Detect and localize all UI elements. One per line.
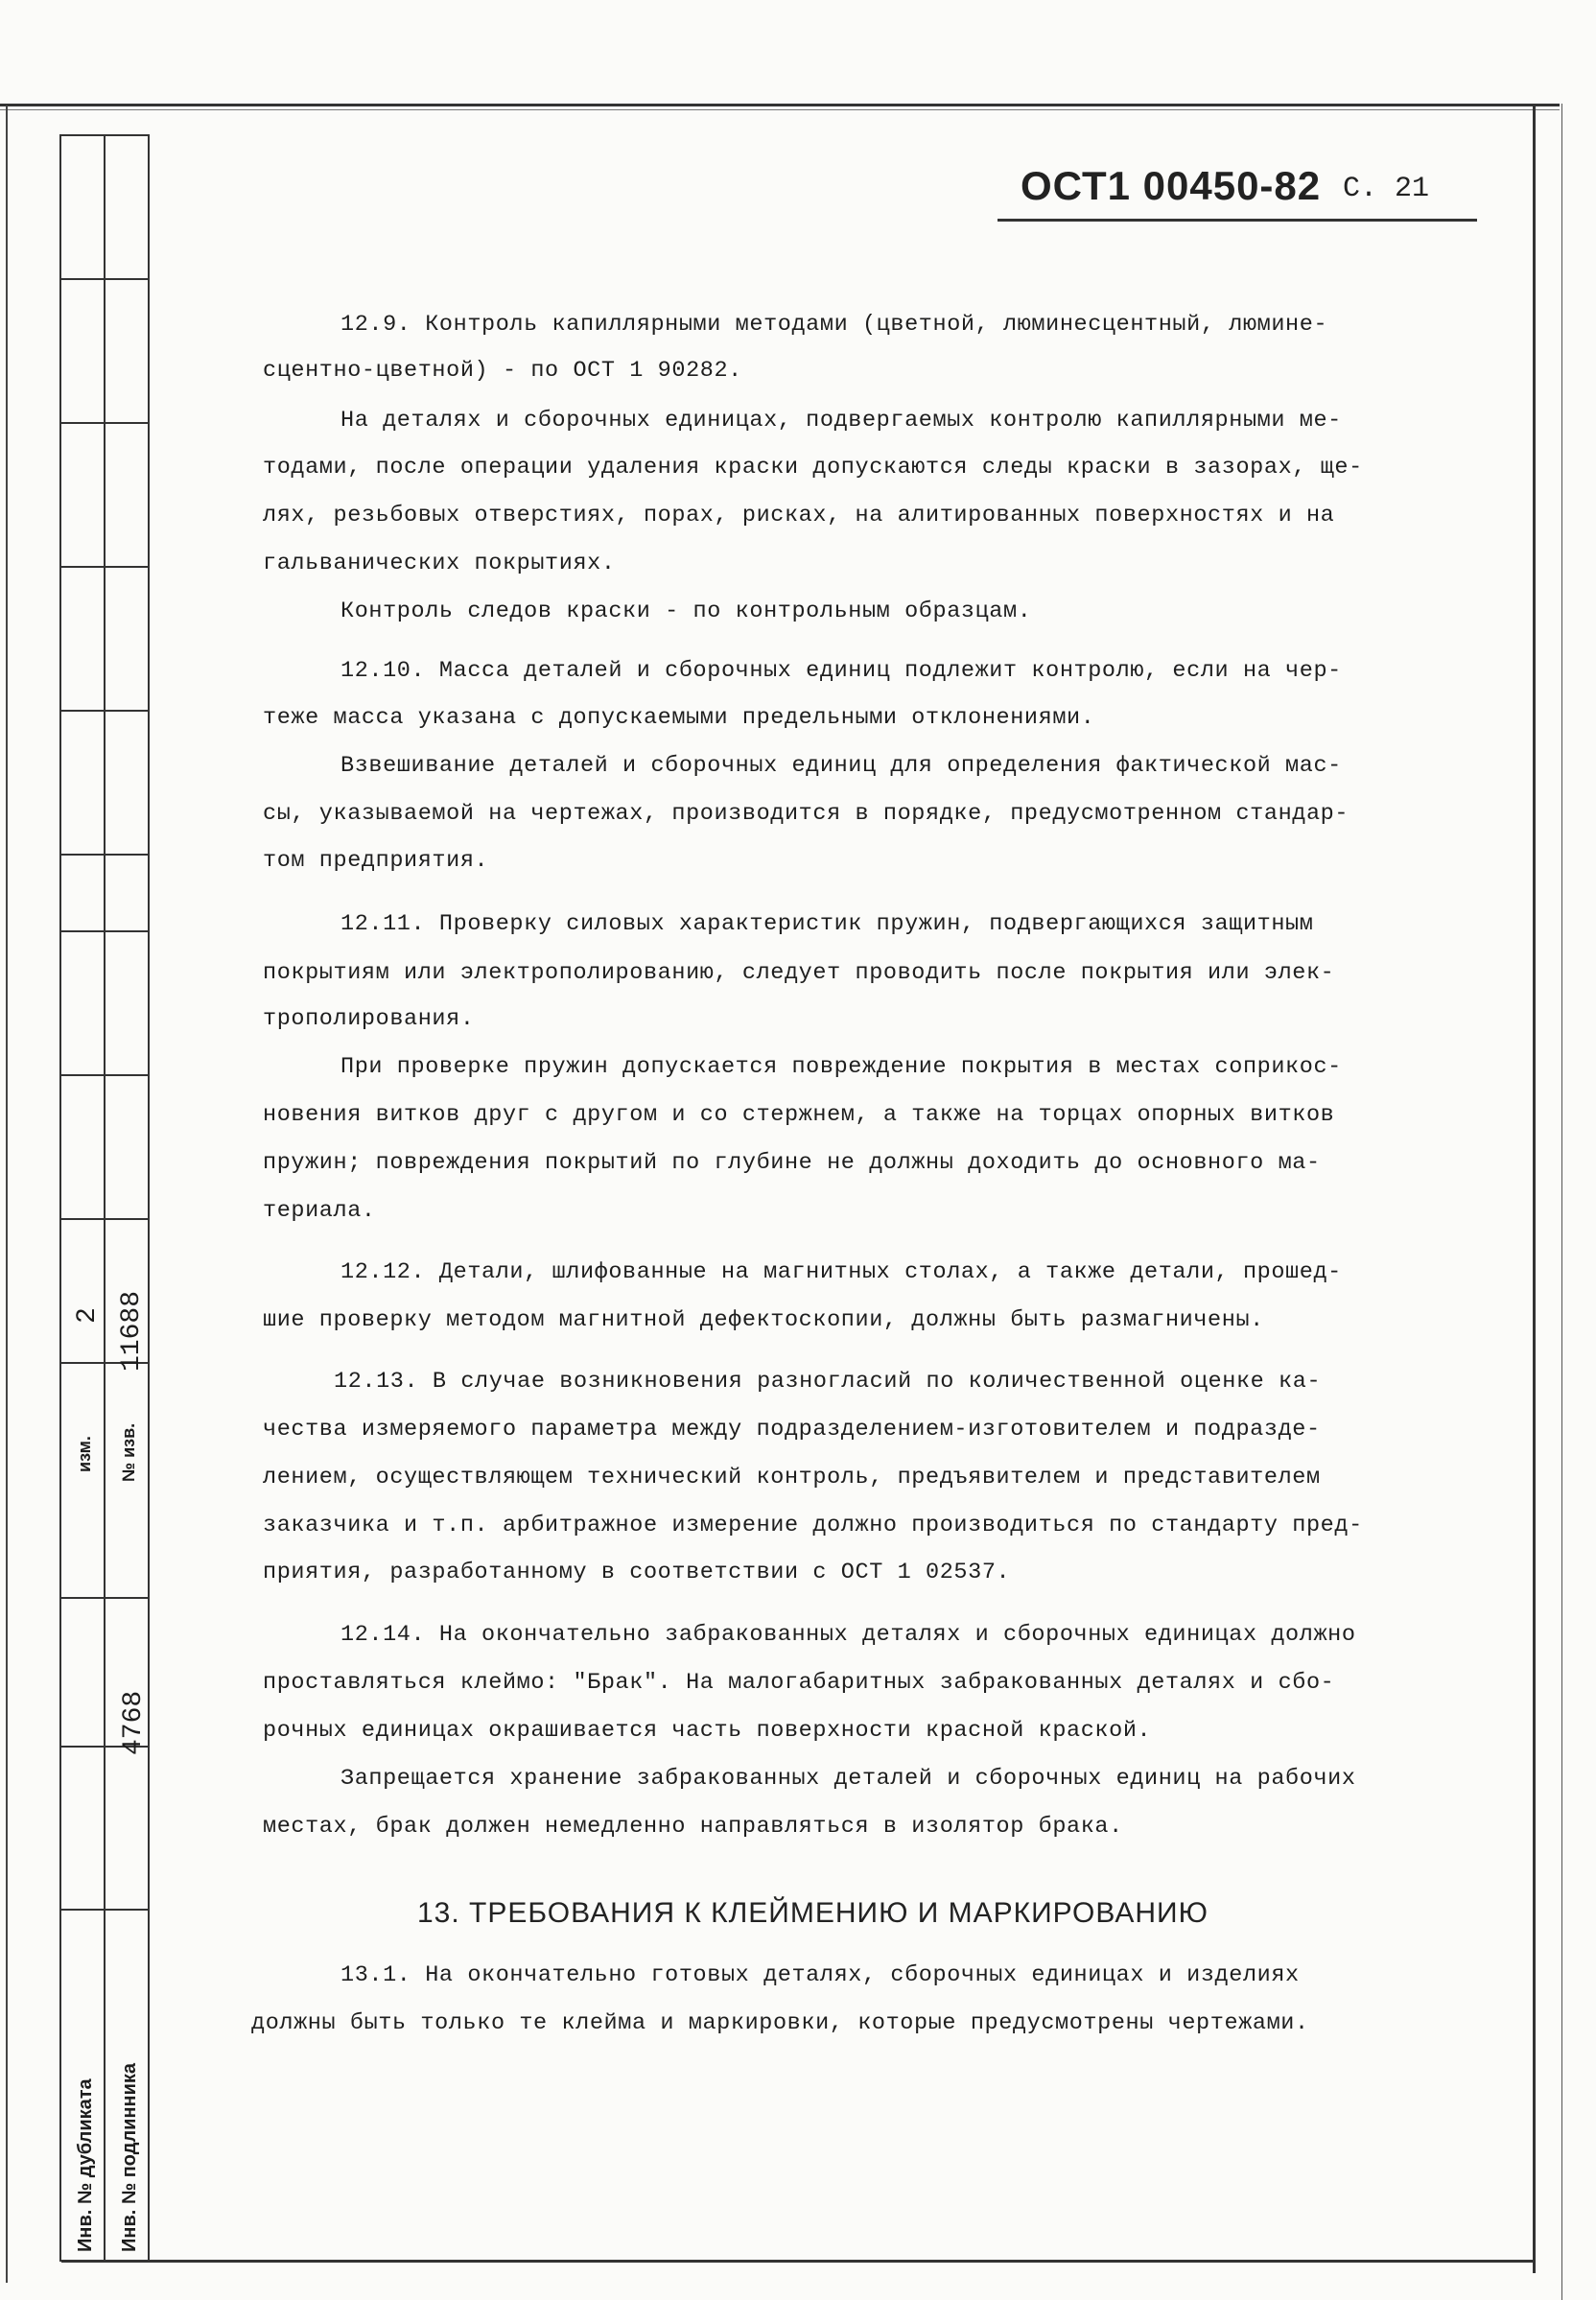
standard-code: ОСТ1 00450-82 (1021, 163, 1322, 208)
side-strip-row-line (59, 1597, 150, 1599)
frame-left-edge (6, 106, 8, 2283)
side-strip-row-line (59, 422, 150, 424)
notice-number-value: 11688 (117, 1290, 147, 1372)
text-line: рочных единицах окрашивается часть поверхности красной краской. (263, 1718, 1152, 1744)
text-line: должны быть только те клейма и маркировки, которые предусмотрены чертежами. (251, 2010, 1309, 2036)
text-line: чества измеряемого параметра между подразделением-изготовителем и подразде- (263, 1417, 1321, 1443)
text-line: 12.11. Проверку силовых характеристик пружин, подвергающихся защитным (340, 911, 1314, 937)
text-line: 12.14. На окончательно забракованных деталях и сборочных единицах должно (340, 1622, 1356, 1648)
frame-top-inner-line (0, 109, 1560, 110)
text-line: лях, резьбовых отверстиях, порах, рисках, на алитированных поверхностях и на (263, 503, 1335, 528)
text-line: 12.13. В случае возникновения разногласий по количественной оценке ка- (334, 1369, 1322, 1395)
frame-right-outer-line (1561, 104, 1562, 2300)
text-line: новения витков друг с другом и со стержнем, а также на торцах опорных витков (263, 1102, 1335, 1128)
text-line: приятия, разработанному в соответствии с ОСТ 1 02537. (263, 1560, 1011, 1585)
text-line: том предприятия. (263, 848, 489, 874)
duplicate-inventory-value: 4768 (119, 1690, 149, 1755)
side-strip-row-line (59, 566, 150, 568)
text-line: местах, брак должен немедленно направляться в изолятор брака. (263, 1814, 1123, 1840)
text-line: шие проверку методом магнитной дефектоскопии, должны быть размагничены. (263, 1307, 1264, 1333)
text-line: пружин; повреждения покрытий по глубине не должны доходить до основного ма- (263, 1150, 1321, 1176)
text-line: гальванических покрытиях. (263, 551, 616, 576)
side-strip-divider (104, 134, 106, 2262)
text-line: При проверке пружин допускается повреждение покрытия в местах соприкос- (340, 1054, 1342, 1080)
page-number: С. 21 (1343, 173, 1430, 205)
text-line: 12.12. Детали, шлифованные на магнитных столах, а также детали, прошед- (340, 1259, 1342, 1285)
header-underline (998, 219, 1477, 222)
text-line: сы, указываемой на чертежах, производится в порядке, предусмотренном стандар- (263, 801, 1350, 827)
change-number-label: изм. (75, 1436, 94, 1472)
side-strip-row-line (59, 278, 150, 280)
side-strip-row-line (59, 710, 150, 712)
side-strip-row-line (59, 1074, 150, 1076)
text-line: теже масса указана с допускаемыми предельными отклонениями. (263, 705, 1095, 731)
text-line: трополирования. (263, 1006, 475, 1032)
frame-bottom-line (61, 2260, 1535, 2263)
text-line: лением, осуществляющем технический контроль, предъявителем и представителем (263, 1465, 1321, 1490)
section-heading: 13. ТРЕБОВАНИЯ К КЛЕЙМЕНИЮ И МАРКИРОВАНИЮ (417, 1897, 1209, 1929)
text-line: сцентно-цветной) - по ОСТ 1 90282. (263, 358, 742, 384)
text-line: проставляться клеймо: "Брак". На малогабаритных забракованных деталях и сбо- (263, 1670, 1335, 1696)
text-line: тодами, после операции удаления краски допускаются следы краски в зазорах, ще- (263, 455, 1363, 481)
text-line: 12.9. Контроль капиллярными методами (цветной, люминесцентный, люмине- (340, 312, 1328, 338)
text-line: 13.1. На окончательно готовых деталях, сборочных единицах и изделиях (340, 1962, 1300, 1988)
frame-right-line (1533, 106, 1536, 2273)
text-line: На деталях и сборочных единицах, подвергаемых контролю капиллярными ме- (340, 408, 1342, 434)
side-strip-row-line (59, 1909, 150, 1911)
original-inventory-label: Инв. № подлинника (119, 2062, 140, 2252)
notice-number-label: № изв. (119, 1422, 138, 1482)
side-strip-row-line (59, 930, 150, 932)
text-line: Контроль следов краски - по контрольным образцам. (340, 598, 1032, 624)
text-line: Взвешивание деталей и сборочных единиц для определения фактической мас- (340, 753, 1342, 779)
text-line: териала. (263, 1198, 376, 1224)
text-line: покрытиям или электрополированию, следует проводить после покрытия или элек- (263, 960, 1335, 986)
text-line: 12.10. Масса деталей и сборочных единиц подлежит контролю, если на чер- (340, 658, 1342, 684)
frame-top-line (0, 104, 1560, 106)
text-line: заказчика и т.п. арбитражное измерение должно производиться по стандарту пред- (263, 1513, 1363, 1538)
side-strip-row-line (59, 1218, 150, 1220)
side-strip-row-line (59, 854, 150, 856)
text-line: Запрещается хранение забракованных деталей и сборочных единиц на рабочих (340, 1766, 1356, 1792)
change-number-value: 2 (73, 1307, 103, 1324)
duplicate-inventory-label: Инв. № дубликата (75, 2078, 96, 2252)
